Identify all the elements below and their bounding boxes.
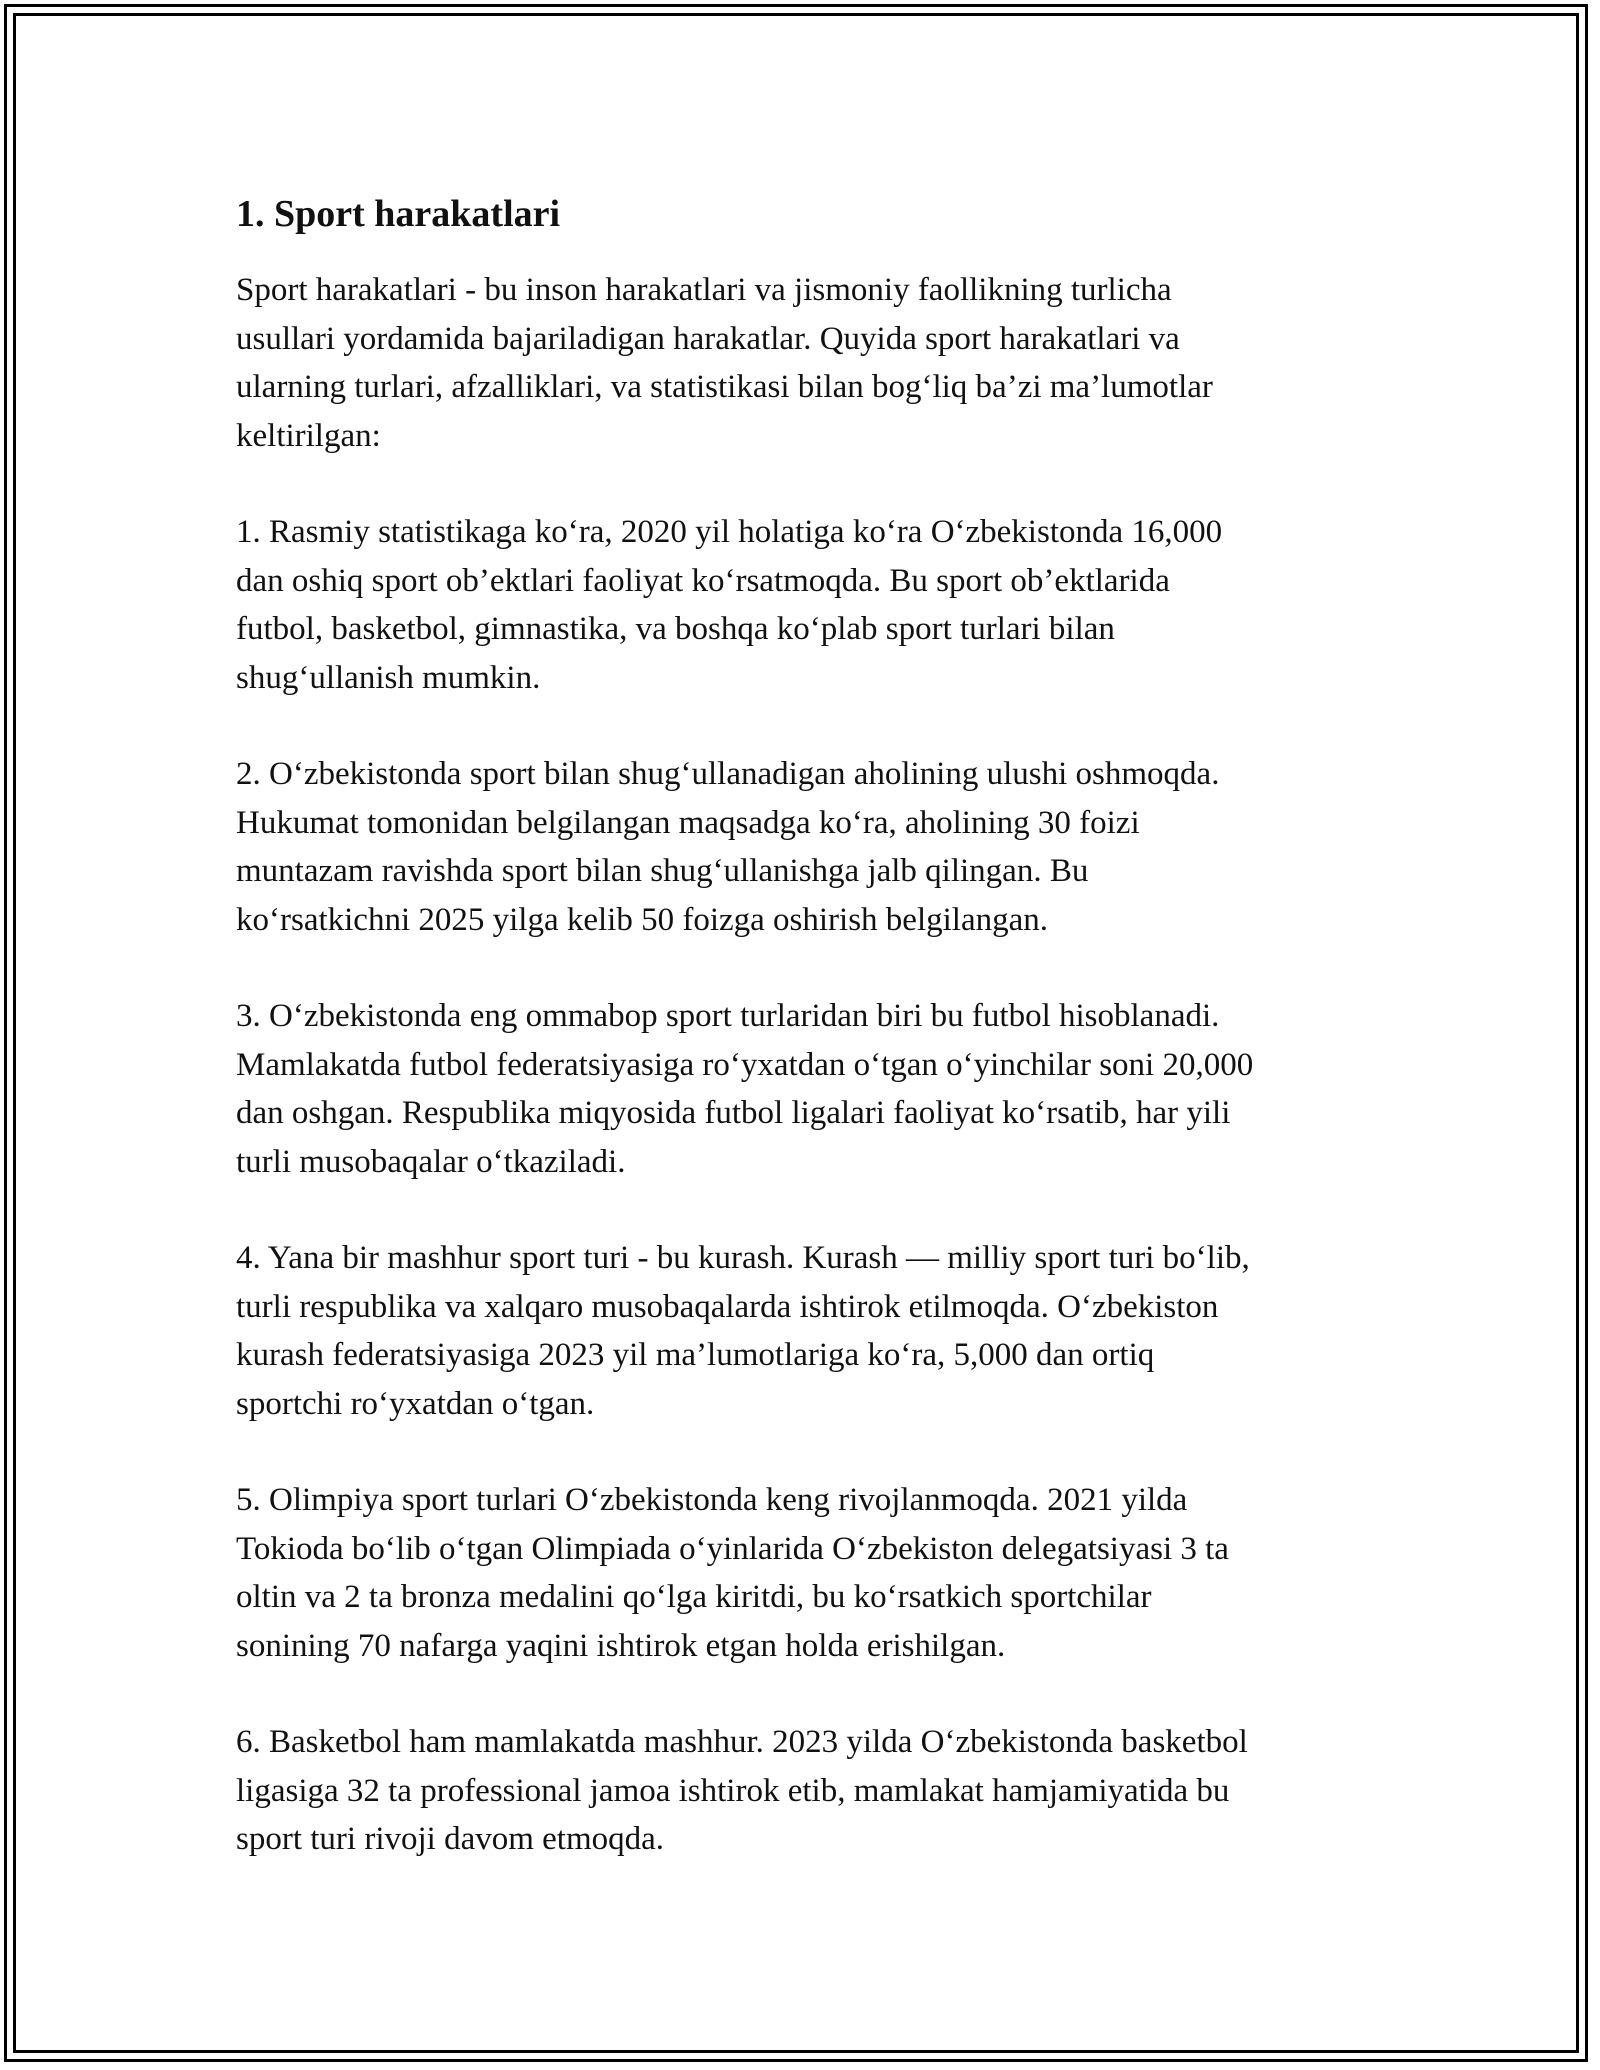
paragraph-kurash: 4. Yana bir mashhur sport turi - bu kurash. Kurash — milliy sport turi bo‘lib, turli respublika va xalqaro musobaqalarda ishtirok etilmoqda. O‘zbekiston kurash federatsiyasiga 2023 yil ma’lumotlariga ko‘ra, 5,000 dan ortiq sportchi ro‘yxatdan o‘tgan. [236, 1240, 1250, 1422]
paragraph-population-share: 2. O‘zbekistonda sport bilan shug‘ullanadigan aholining ulushi oshmoqda. Hukumat tomonidan belgilangan maqsadga ko‘ra, aholining 30 foizi muntazam ravishda sport bilan shug‘ullanishga jalb qilingan. Bu ko‘rsatkichni 2025 yilga kelib 50 foizga oshirish belgilangan. [236, 756, 1220, 938]
paragraph-olympics: 5. Olimpiya sport turlari O‘zbekistonda keng rivojlanmoqda. 2021 yilda Tokioda bo‘lib o‘tgan Olimpiada o‘yinlarida O‘zbekiston delegatsiyasi 3 ta oltin va 2 ta bronza medalini qo‘lga kiritdi, bu ko‘rsatkich sportchilar sonining 70 nafarga yaqini ishtirok etgan holda erishilgan. [236, 1482, 1229, 1664]
document-body [236, 188, 1386, 1912]
paragraph-football: 3. O‘zbekistonda eng ommabop sport turlaridan biri bu futbol hisoblanadi. Mamlakatda futbol federatsiyasiga ro‘yxatdan o‘tgan o‘yinchilar soni 20,000 dan oshgan. Respublika miqyosida futbol ligalari faoliyat ko‘rsatib, har yili turli musobaqalar o‘tkaziladi. [236, 998, 1254, 1180]
section-title: 1. Sport harakatlari [236, 193, 561, 235]
paragraph-basketball: 6. Basketbol ham mamlakatda mashhur. 2023 yilda O‘zbekistonda basketbol ligasiga 32 ta professional jamoa ishtirok etib, mamlakat hamjamiyatida bu sport turi rivoji davom etmoqda. [236, 1724, 1248, 1857]
paragraph-sport-facilities: 1. Rasmiy statistikaga ko‘ra, 2020 yil holatiga ko‘ra O‘zbekistonda 16,000 dan oshiq sport ob’ektlari faoliyat ko‘rsatmoqda. Bu sport ob’ektlarida futbol, basketbol, gimnastika, va boshqa ko‘plab sport turlari bilan shug‘ullanish mumkin. [236, 514, 1223, 696]
intro-paragraph: Sport harakatlari - bu inson harakatlari va jismoniy faollikning turlicha usullari yordamida bajariladigan harakatlar. Quyida sport harakatlari va ularning turlari, afzalliklari, va statistikasi bilan bog‘liq ba’zi ma’lumotlar keltirilgan: [236, 272, 1213, 454]
